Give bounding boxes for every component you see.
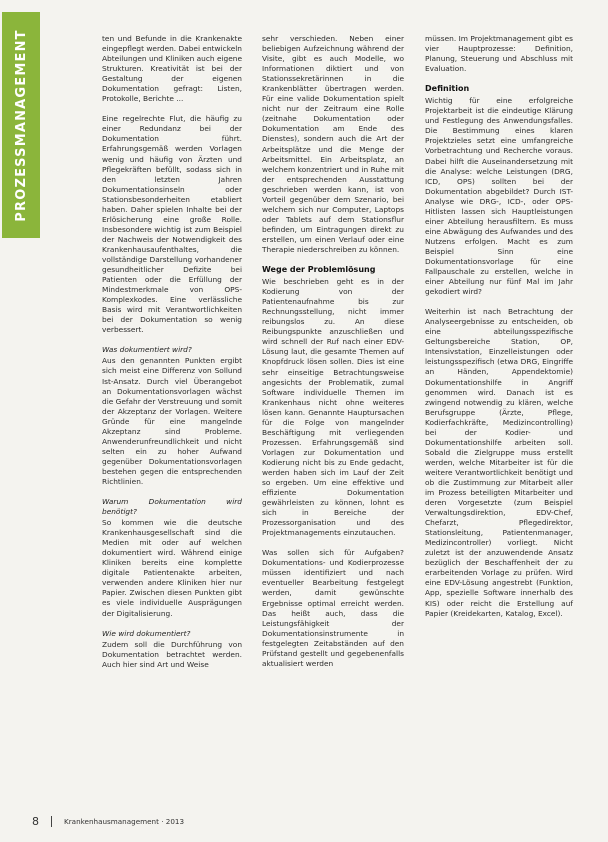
subheading: Wie wird dokumentiert?: [102, 628, 191, 638]
paragraph: Aus den genannten Punkten ergibt sich meist eine Differenz von Sollund Ist-Ansatz. Durch viel Überangebot an Dokumentationsvorlagen wächst die Gefahr der Verstreuung und somit der Akzeptanz der Vorlagen. Weitere Gründe für eine mangelnde Akzeptanz sind Probleme. Anwenderunfreundlichkeit und nicht selten ein zu hoher Aufwand gegenüber Dokumentationsvorlagen bestehen gegen die entsprechenden Richtlinien.: [102, 356, 243, 486]
text-column-1: [102, 34, 242, 670]
subheading: Was dokumentiert wird?: [102, 345, 192, 355]
paragraph: Was sollen sich für Aufgaben? Dokumentations- und Kodierprozesse müssen identifiziert und nach eventueller Bearbeitung festgelegt werden, damit gewünschte Ergebnisse optimal erreicht werden. Das heißt auch, dass die Leistungsfähigkeit der Dokumentationsinstrumente in festgelegten Zeitabständen auf den Prüfstand gestellt und gegebenenfalls aktualisiert werden: [262, 548, 404, 668]
page-footer: [32, 815, 184, 828]
paragraph: So kommen wie die deutsche Krankenhausgesellschaft sind die Medien mit oder auf welchen dokumentiert wird. Während einige Kliniken bereits eine komplette digitale Patientenakte arbeiten, verwenden andere Kliniken hier nur Papier. Zwischen diesen Punkten gibt es viele individuelle Ausprägungen der Digitalisierung.: [102, 518, 242, 618]
section-label: PROZESSMANAGEMENT: [13, 28, 29, 222]
paragraph: Zudem soll die Durchführung von Dokumentation betrachtet werden. Auch hier sind Art und Weise: [102, 639, 242, 669]
journal-name: Krankenhausmanagement · 2013: [64, 817, 185, 826]
subheading: Warum Dokumentation wird benötigt?: [102, 497, 242, 517]
footer-divider: [51, 816, 52, 827]
page-number: 8: [32, 815, 39, 828]
text-column-2: [262, 34, 404, 669]
paragraph: Eine regelrechte Flut, die häufig zu einer Redundanz bei der Dokumentation führt. Erfahrungsgemäß werden Vorlagen wenig und häufig von Ärzten und Pflegekräften befüllt, sodass sich in den letzten Jahren Dokumentationsinseln oder Stationsbesonderheiten etabliert haben. Daher spielen Inhalte bei der Erlösicherung eine große Rolle. Insbesondere wichtig ist zum Beispiel der Nachweis der Notwendigkeit des Krankenhausaufenthaltes, die vollständige Darstellung vorhandener gesundheitlicher Defizite bei Patienten oder die Erfüllung der Mindestmerkmale von OPS-Komplexkodes. Eine verlässliche Basis wird mit Verantwortlichkeiten bei der Dokumentation so wenig verbessert.: [102, 114, 242, 335]
paragraph: sehr verschieden. Neben einer beliebigen Aufzeichnung während der Visite, gibt es auch Modelle, wo Informationen diktiert und von Stationssekretärinnen in die Krankenblätter übertragen werden. Für eine valide Dokumentation spielt nicht nur der Zeitraum eine Rolle (zeitnahe Dokumentation oder Dokumentation am Ende des Dienstes), sondern auch die Art der Arbeitsplätze und die Menge der Arbeitsmittel. Ein Arbeitsplatz, an welchem konzentriert und in Ruhe mit der entsprechenden Ausstattung geschrieben werden kann, ist von Vorteil gegenüber dem Szenario, bei welchem sich nur Computer, Laptops oder Tablets auf dem Stationsflur befinden, um Eintragungen direkt zu erstellen, um einen Verlauf oder eine Therapie niederschreiben zu können.: [262, 34, 404, 254]
text-column-3: [425, 34, 573, 619]
section-heading: Wege der Problemlösung: [262, 265, 376, 275]
section-heading: Definition: [425, 84, 470, 94]
paragraph: müssen. Im Projektmanagement gibt es vier Hauptprozesse: Definition, Planung, Steuerung und Abschluss mit Evaluation.: [425, 34, 573, 74]
paragraph: ten und Befunde in die Krankenakte eingepflegt werden. Dabei entwickeln Abteilungen und Kliniken auch eigene Strukturen. Kreativität ist bei der Gestaltung der eigenen Dokumentation gefragt: Listen, Protokolle, Berichte ...: [102, 34, 243, 104]
paragraph: Wichtig für eine erfolgreiche Projektarbeit ist die eindeutige Klärung und Festlegung des Anwendungsfalles. Die Bestimmung eines klaren Projektzieles setzt eine umfangreiche Vorbetrachtung und Recherche voraus. Dabei hilft die Auseinandersetzung mit die Analyse: welche Leistungen (DRG, ICD, OPS) sollten bei der Dokumentation abgebildet? Durch IST-Analyse wie DRG-, ICD-, oder OPS-Hitlisten lassen sich Hauptleistungen einer Abteilung herausfiltern. Es muss eine Abwägung des Aufwandes und des Nutzens erfolgen. Macht es zum Beispiel Sinn eine Dokumentationsvorlage für eine Fallpauschale zu erstellen, welche in einer Abteilung nur fünf Mal im Jahr gekodiert wird?: [425, 96, 573, 297]
section-label-bar: [2, 12, 40, 238]
paragraph: Weiterhin ist nach Betrachtung der Analyseergebnisse zu entscheiden, ob eine abteilungsspezifische Geltungsbereiche Station, OP, Intensivstation, Einzelleistungen oder leistungsspezifisch (etwa DRG, Eingriffe an Händen, Appendektomie) Dokumentationshilfe in Angriff genommen wird. Danach ist es zwingend notwendig zu klären, welche Berufsgruppe (Ärzte, Pflege, Kodierfachkräfte, Medizincontrolling) bei der Kodier- und Dokumentationshilfe arbeiten soll. Sobald die Zielgruppe muss erstellt werden, welche Mitarbeiter ist für die weitere Verantwortlichkeit benötigt und ob die Zustimmung zur Mitarbeit aller im Prozess beteiligten Mitarbeiter und deren Vorgesetzte (zum Beispiel Verwaltungsdirektion, EDV-Chef, Chefarzt, Pflegedirektor, Stationsleitung, Patientenmanager, Medizincontroller) vorliegt. Nicht zuletzt ist der anzuwendende Ansatz bezüglich der Beschaffenheit der zu erarbeitenden Vorlage zu prüfen. Wird eine EDV-Lösung angestrebt (Funktion, App, spezielle Software innerhalb des KIS) oder reicht die Erstellung auf Papier (Kreidekarten, Katalog, Excel).: [425, 307, 573, 618]
paragraph: Wie beschrieben geht es in der Kodierung von der Patientenaufnahme bis zur Rechnungsstellung, nicht immer reibungslos zu. An diese Reibungspunkte anzuschließen und wird schnell der Ruf nach einer EDV-Lösung laut, die gesamte Themen auf Knopfdruck lösen sollen. Dies ist eine sehr einseitige Betrachtungsweise angesichts der Problematik, zumal Software individuelle Themen im Krankenhaus nicht ohne weiteres lösen kann. Genannte Hauptursachen für die Folge von mangelnder Beschäftigung mit verliegenden Prozessen. Erfahrungsgemäß sind Vorlagen zur Dokumentation und Kodierung nicht bis zu Ende gedacht, werden haben sich im Lauf der Zeit so ergeben. Um eine effektive und effiziente Dokumentation gewährleisten zu können, lohnt es sich in Bereiche der Prozessorganisation und des Projektmanagements einzutauchen.: [262, 277, 404, 538]
